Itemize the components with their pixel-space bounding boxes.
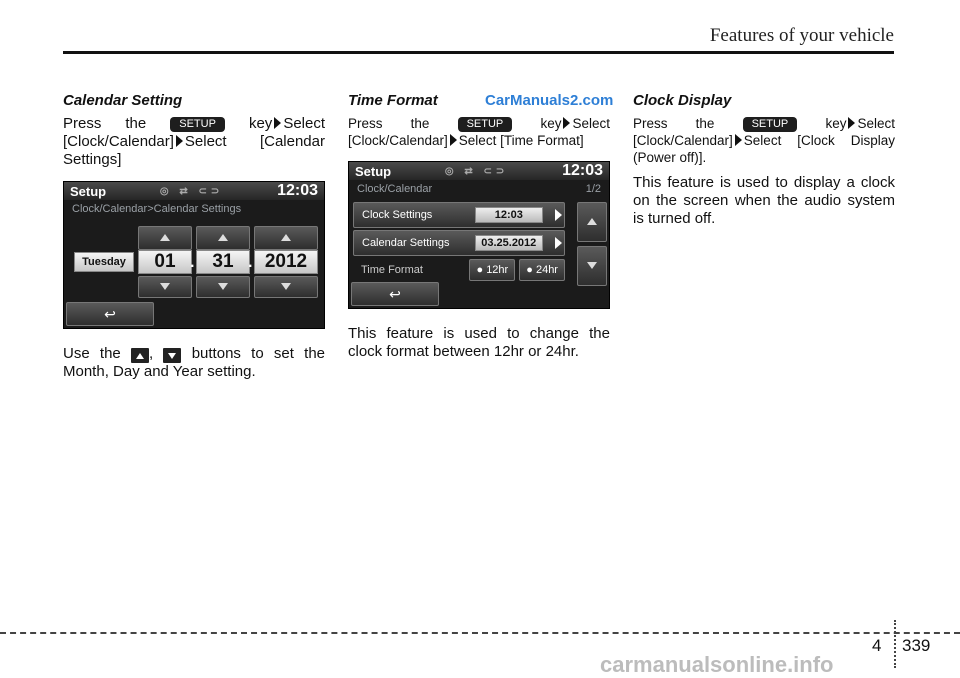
page-indicator: 1/2 [585,183,601,195]
arrow-right-icon [563,117,570,129]
up-icon [587,218,597,225]
time-format-section [348,92,610,361]
chapter-number: 4 [872,636,882,655]
back-button[interactable] [351,282,439,306]
24hr-option[interactable]: ● 24hr [519,259,565,281]
time-format-row: Time Format ● 12hr ● 24hr [353,258,565,282]
up-icon [281,234,291,241]
setup-key-badge: SETUP [458,117,513,132]
instruction: Press the SETUP key Select [Clock/Calendar] Select [Time Format] [348,116,610,148]
up-button-icon [131,348,149,363]
bottom-watermark: carmanualsonline.info [600,652,834,677]
screen-clock: 12:03 [277,182,318,199]
page-number: 339 [902,636,931,655]
clock-value: 12:03 [475,207,543,223]
screen-top-bar [64,182,324,200]
weekday-display: Tuesday [74,252,134,272]
screen-title: Setup [355,163,392,179]
date-separator: . [248,254,253,271]
clock-settings-row[interactable]: Clock Settings 12:03 [353,202,565,228]
description: Use the , buttons to set the Month, Day and Year setting. [63,345,326,380]
down-icon [218,283,228,290]
day-down-button[interactable] [196,276,250,298]
day-up-button[interactable] [196,226,250,250]
year-up-button[interactable] [254,226,318,250]
running-header: Features of your vehicle [709,25,894,46]
instruction: Press the SETUP key Select [Clock/Calendar] Select [Clock Display (Power off)]. [633,116,895,165]
back-arrow-icon: ↩ [104,306,116,322]
arrow-right-icon [176,135,183,147]
month-down-button[interactable] [138,276,192,298]
calendar-settings-row[interactable]: Calendar Settings 03.25.2012 [353,230,565,256]
chevron-right-icon [555,209,562,221]
up-icon [160,234,170,241]
month-field[interactable]: 01 [138,250,192,274]
clock-display-section [633,92,895,228]
description: This feature is used to change the clock format between 12hr or 24hr. [348,325,610,360]
header-rule [63,51,894,54]
up-icon [218,234,228,241]
day-field[interactable]: 31 [196,250,250,274]
section-title: Calendar Setting [63,92,183,109]
arrow-right-icon [848,117,855,129]
arrow-right-icon [735,134,742,146]
calendar-setting-section [63,92,325,381]
calendar-settings-screen [63,181,325,329]
down-button-icon [163,348,181,363]
back-arrow-icon: ↩ [389,286,401,302]
12hr-option[interactable]: ● 12hr [469,259,515,281]
watermark: CarManuals2.com [485,92,614,109]
footer-divider [894,620,896,668]
setup-key-badge: SETUP [170,117,225,132]
status-icons: ◎ ⇄ ⊂⊃ [159,185,224,197]
down-icon [160,283,170,290]
footer-rule [0,632,960,634]
scroll-up-button[interactable] [577,202,607,242]
arrow-right-icon [450,134,457,146]
setup-key-badge: SETUP [743,117,798,132]
arrow-right-icon [274,117,281,129]
down-icon [281,283,291,290]
month-up-button[interactable] [138,226,192,250]
instruction: Press the SETUP key Select [Clock/Calendar] Select [Calendar Settings] [63,115,326,168]
chevron-right-icon [555,237,562,249]
description: This feature is used to display a clock on the screen when the audio system is turned off. [633,174,895,227]
back-button[interactable] [66,302,154,326]
section-title: Clock Display [633,92,732,109]
screen-breadcrumb: Clock/Calendar>Calendar Settings [72,203,242,215]
scroll-down-button[interactable] [577,246,607,286]
screen-breadcrumb: Clock/Calendar 1/2 [357,183,601,195]
year-field[interactable]: 2012 [254,250,318,274]
screen-title: Setup [70,183,107,199]
screen-top-bar [349,162,609,180]
screen-clock: 12:03 [562,162,603,179]
section-title: Time Format [348,92,438,109]
date-separator: . [190,254,195,271]
status-icons: ◎ ⇄ ⊂⊃ [444,165,509,177]
down-icon [587,262,597,269]
calendar-value: 03.25.2012 [475,235,543,251]
year-down-button[interactable] [254,276,318,298]
clock-calendar-screen [348,161,610,309]
